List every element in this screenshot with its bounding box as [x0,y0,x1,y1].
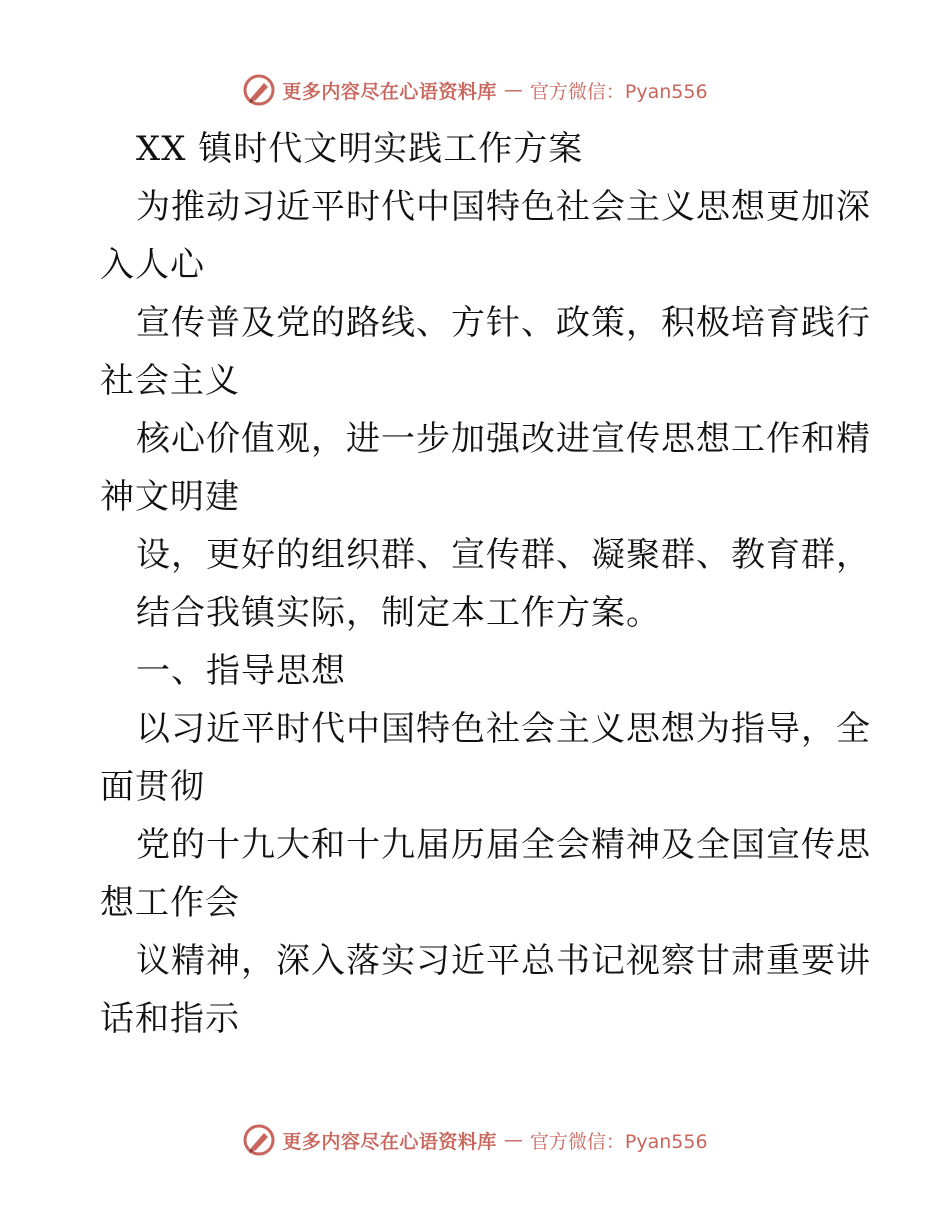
paragraph-line: 党的十九大和十九届历届全会精神及全国宣传思 [136,825,871,865]
paragraph-line: 入人心 [100,245,205,285]
footer-watermark-separator: — [503,1129,523,1151]
footer-watermark [0,1120,950,1160]
document-body [100,120,871,1048]
paragraph-line: 设，更好的组织群、宣传群、凝聚群、教育群， [136,535,871,575]
paragraph-line: 想工作会 [100,883,240,923]
header-watermark-inner [242,73,707,107]
paragraph-line: 一、指导思想 [136,651,346,691]
pen-logo-icon [242,73,276,107]
header-watermark-separator: — [503,79,523,101]
footer-watermark-inner [242,1123,707,1157]
paragraph-line: 以习近平时代中国特色社会主义思想为指导，全 [136,709,871,749]
paragraph-line: 神文明建 [100,477,240,517]
paragraph-line: 社会主义 [100,361,240,401]
footer-watermark-contact: 官方微信：Pyan556 [529,1130,708,1153]
footer-watermark-brand: 更多内容尽在心语资料库 [282,1130,497,1153]
pen-logo-icon [242,1123,276,1157]
header-watermark-contact: 官方微信：Pyan556 [529,80,708,103]
header-watermark-brand: 更多内容尽在心语资料库 [282,80,497,103]
header-watermark [0,70,950,110]
paragraph-line: 为推动习近平时代中国特色社会主义思想更加深 [136,187,871,227]
paragraph-line: 议精神，深入落实习近平总书记视察甘肃重要讲 [136,941,871,981]
paragraph-line: 面贯彻 [100,767,205,807]
paragraph-line: 宣传普及党的路线、方针、政策，积极培育践行 [136,303,871,343]
paragraph-line: 话和指示 [100,999,240,1039]
document-title: XX 镇时代文明实践工作方案 [136,129,584,169]
paragraph-line: 结合我镇实际，制定本工作方案。 [136,593,661,633]
paragraph-line: 核心价值观，进一步加强改进宣传思想工作和精 [136,419,871,459]
